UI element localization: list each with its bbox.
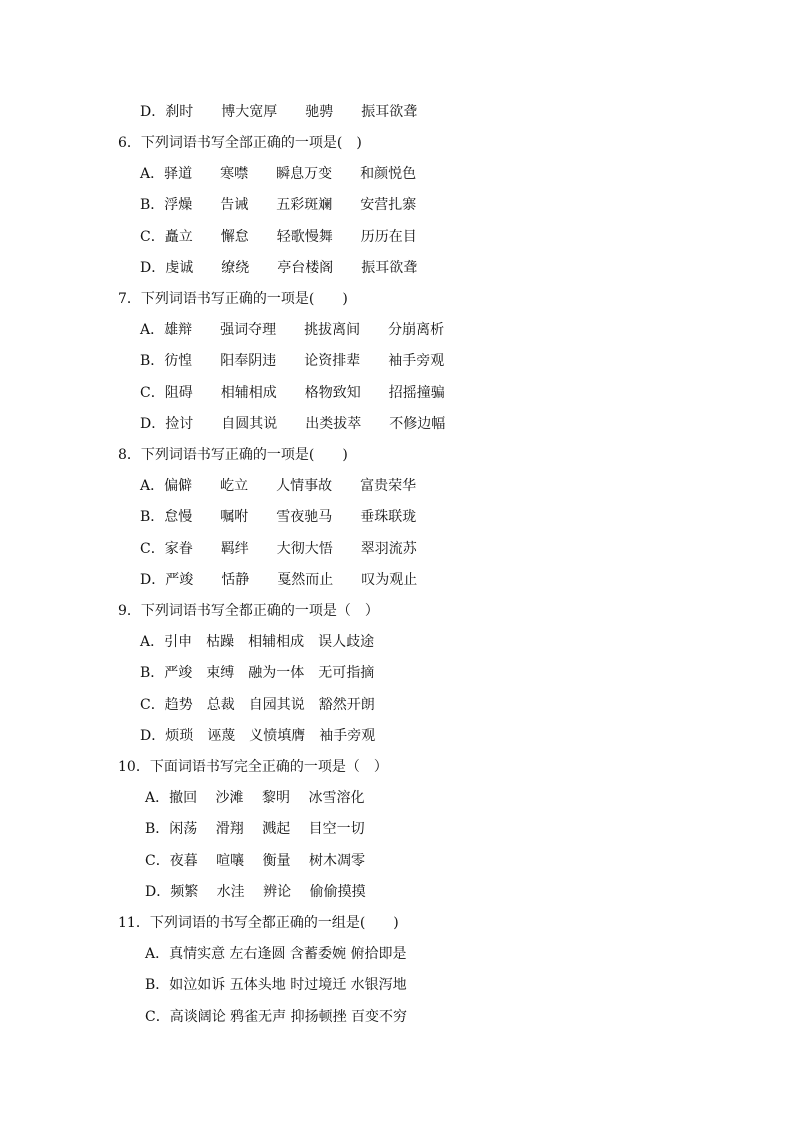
- option-10a: A．撤回 沙滩 黎明 冰雪溶化: [145, 790, 365, 806]
- option-10b: B．闲荡 滑翔 溅起 目空一切: [145, 821, 365, 837]
- option-6a: A．驿道 寒噤 瞬息万变 和颜悦色: [140, 166, 417, 182]
- option-10d: D．频繁 水洼 辨论 偷偷摸摸: [145, 884, 366, 900]
- option-11c: C．高谈阔论 鸦雀无声 抑扬顿挫 百变不穷: [145, 1009, 408, 1025]
- option-7d: D．捡讨 自圆其说 出类拔萃 不修边幅: [140, 416, 446, 432]
- question-10: 10．下面词语书写完全正确的一项是（ ）: [118, 759, 388, 775]
- question-9: 9．下列词语书写全都正确的一项是（ ）: [118, 603, 379, 619]
- option-6d: D．虔诚 缭绕 亭台楼阁 振耳欲聋: [140, 260, 418, 276]
- option-11b: B．如泣如诉 五体头地 时过境迁 水银泻地: [145, 977, 407, 993]
- option-9c: C．趋势 总裁 自园其说 豁然开朗: [140, 697, 375, 713]
- option-7a: A．雄辩 强词夺理 挑拔离间 分崩离析: [140, 322, 445, 338]
- option-8b: B．怠慢 嘱咐 雪夜驰马 垂珠联珑: [140, 509, 417, 525]
- option-11a: A．真情实意 左右逢圆 含蓄委婉 俯拾即是: [145, 946, 407, 962]
- option-8d: D．严竣 恬静 戛然而止 叹为观止: [140, 572, 418, 588]
- option-5d: D．刹时 博大宽厚 驰骋 振耳欲聋: [140, 104, 418, 120]
- option-7c: C．阻碍 相辅相成 格物致知 招摇撞骗: [140, 385, 445, 401]
- option-9a: A．引申 枯躁 相辅相成 误人歧途: [140, 634, 375, 650]
- question-7: 7．下列词语书写正确的一项是( ): [118, 291, 348, 307]
- option-7b: B．彷惶 阳奉阴违 论资排辈 袖手旁观: [140, 353, 445, 369]
- option-9d: D．烦琐 诬蔑 义愤填膺 袖手旁观: [140, 728, 376, 744]
- question-6: 6．下列词语书写全部正确的一项是( ): [118, 135, 362, 151]
- option-10c: C．夜暮 喧嚷 衡量 树木凋零: [145, 853, 366, 869]
- question-8: 8．下列词语书写正确的一项是( ): [118, 447, 348, 463]
- option-8a: A．偏僻 屹立 人情事故 富贵荣华: [140, 478, 417, 494]
- option-9b: B．严竣 束缚 融为一体 无可指摘: [140, 665, 375, 681]
- question-11: 11．下列词语的书写全都正确的一组是( ): [118, 915, 399, 931]
- option-6b: B．浮燥 告诫 五彩斑斓 安营扎寨: [140, 197, 417, 213]
- option-6c: C．矗立 懈怠 轻歌慢舞 历历在目: [140, 229, 417, 245]
- option-8c: C．家眷 羁绊 大彻大悟 翠羽流苏: [140, 541, 417, 557]
